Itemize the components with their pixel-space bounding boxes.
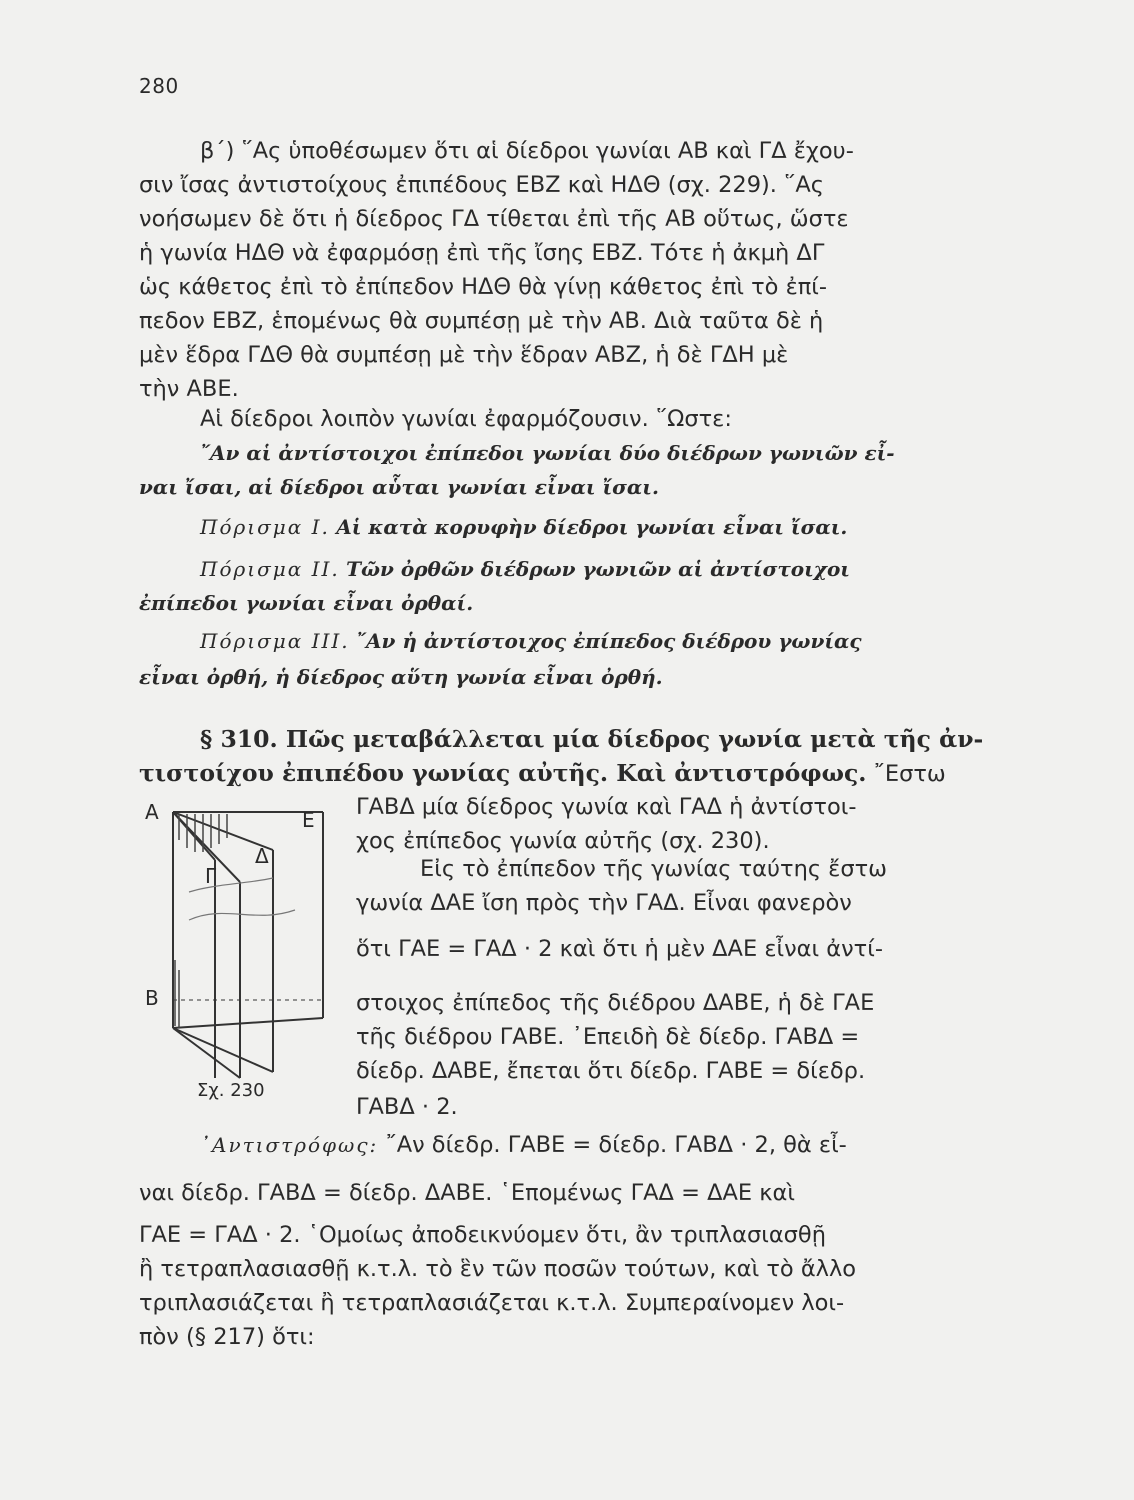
text-line: ὅτι ΓΑΕ = ΓΑΔ · 2 καὶ ὅτι ἡ μὲν ΔΑΕ εἶναι ἀντί- <box>356 936 883 962</box>
label-b: Β <box>145 986 159 1010</box>
text-line: γωνία ΔΑΕ ἴση πρὸς τὴν ΓΑΔ. Εἶναι φανερὸν <box>356 890 852 916</box>
text-line: τῆς διέδρου ΓΑΒΕ. ᾿Επειδὴ δὲ δίεδρ. ΓΑΒΔ = <box>356 1024 860 1050</box>
porisma-label: Πόρισμα ΙΙ. <box>200 557 340 581</box>
porisma-3-cont: εἶναι ὀρθή, ἡ δίεδρος αὕτη γωνία εἶναι ὀρθή. <box>139 665 663 689</box>
label-gamma: Γ <box>205 864 217 888</box>
porisma-1 <box>200 510 847 544</box>
porisma-2 <box>200 552 850 586</box>
text-line: β΄) ῞Ας ὑποθέσωμεν ὅτι αἱ δίεδροι γωνίαι ΑΒ καὶ ΓΔ ἔχου- <box>200 138 854 164</box>
text-line: μὲν ἕδρα ΓΔΘ θὰ συμπέσῃ μὲ τὴν ἕδραν ΑΒΖ, ἡ δὲ ΓΔΗ μὲ <box>139 342 789 368</box>
text-line: ὡς κάθετος ἐπὶ τὸ ἐπίπεδον ΗΔΘ θὰ γίνῃ κάθετος ἐπὶ τὸ ἐπί- <box>139 274 828 300</box>
text-line: νοήσωμεν δὲ ὅτι ἡ δίεδρος ΓΔ τίθεται ἐπὶ τῆς ΑΒ οὕτως, ὥστε <box>139 206 849 232</box>
antistrofos-label: ᾿Αντιστρόφως: <box>200 1133 379 1157</box>
porisma-text: Αἱ κατὰ κορυφὴν δίεδροι γωνίαι εἶναι ἴσαι. <box>336 515 848 539</box>
section-heading-line2 <box>139 756 946 791</box>
theorem-line: ῎Αν αἱ ἀντίστοιχοι ἐπίπεδοι γωνίαι δύο διέδρων γωνιῶν εἶ- <box>200 441 895 465</box>
section-heading: § 310. Πῶς μεταβάλλεται μία δίεδρος γωνία μετὰ τῆς ἀν- <box>200 725 984 753</box>
porisma-text: ῎Αν ἡ ἀντίστοιχος ἐπίπεδος διέδρου γωνίας <box>356 629 862 653</box>
text-line: πεδον ΕΒΖ, ἑπομένως θὰ συμπέσῃ μὲ τὴν ΑΒ. Διὰ ταῦτα δὲ ἡ <box>139 308 824 334</box>
text-line: ΓΑΕ = ΓΑΔ · 2. ῾Ομοίως ἀποδεικνύομεν ὅτι, ἂν τριπλασιασθῇ <box>139 1222 826 1248</box>
text-line: τὴν ΑΒΕ. <box>139 376 239 402</box>
section-heading-cont: τιστοίχου ἐπιπέδου γωνίας αὐτῆς. Καὶ ἀντιστρόφως. <box>139 759 867 787</box>
theorem-line: ναι ἴσαι, αἱ δίεδροι αὗται γωνίαι εἶναι ἴσαι. <box>139 475 659 499</box>
curve-1 <box>189 878 273 892</box>
text-line: ΓΑΒΔ · 2. <box>356 1094 458 1120</box>
label-e: Ε <box>302 808 315 832</box>
text-line: σιν ἴσας ἀντιστοίχους ἐπιπέδους ΕΒΖ καὶ ΗΔΘ (σχ. 229). ῞Ας <box>139 172 824 198</box>
figure-caption: Σχ. 230 <box>197 1080 265 1101</box>
section-heading-tail: ῎Εστω <box>873 761 946 787</box>
text-line: τριπλασιάζεται ἢ τετραπλασιάζεται κ.τ.λ. Συμπεραίνομεν λοι- <box>139 1290 845 1316</box>
text-line: ΓΑΒΔ μία δίεδρος γωνία καὶ ΓΑΔ ἡ ἀντίστοι- <box>356 794 857 820</box>
label-delta: Δ <box>255 844 269 868</box>
porisma-label: Πόρισμα ΙΙΙ. <box>200 629 350 653</box>
text-line: δίεδρ. ΔΑΒΕ, ἔπεται ὅτι δίεδρ. ΓΑΒΕ = δίεδρ. <box>356 1058 866 1084</box>
dihedral-figure-diagram <box>145 800 345 1080</box>
text-line: ἢ τετραπλασιασθῇ κ.τ.λ. τὸ ἓν τῶν ποσῶν τούτων, καὶ τὸ ἄλλο <box>139 1256 857 1282</box>
porisma-label: Πόρισμα Ι. <box>200 515 330 539</box>
figure-230 <box>145 800 345 1115</box>
porisma-text: Τῶν ὀρθῶν διέδρων γωνιῶν αἱ ἀντίστοιχοι <box>346 557 850 581</box>
text-line: πὸν (§ 217) ὅτι: <box>139 1324 315 1350</box>
label-a: Α <box>145 800 159 824</box>
text-line: ἡ γωνία ΗΔΘ νὰ ἐφαρμόσῃ ἐπὶ τῆς ἴσης ΕΒΖ. Τότε ἡ ἀκμὴ ΔΓ <box>139 240 825 266</box>
antistrofos-text: ῎Αν δίεδρ. ΓΑΒΕ = δίεδρ. ΓΑΒΔ · 2, θὰ εἶ- <box>385 1132 847 1158</box>
text-line: χος ἐπίπεδος γωνία αὐτῆς (σχ. 230). <box>356 828 770 854</box>
page-number: 280 <box>139 74 179 98</box>
plane-e-bottom <box>173 1018 323 1028</box>
porisma-3 <box>200 624 862 658</box>
antistrofos-line <box>200 1128 847 1162</box>
porisma-2-cont: ἐπίπεδοι γωνίαι εἶναι ὀρθαί. <box>139 591 474 615</box>
text-line: Εἰς τὸ ἐπίπεδον τῆς γωνίας ταύτης ἔστω <box>420 856 887 882</box>
text-line: ναι δίεδρ. ΓΑΒΔ = δίεδρ. ΔΑΒΕ. ῾Επομένως ΓΑΔ = ΔΑΕ καὶ <box>139 1180 795 1206</box>
curve-2 <box>189 910 295 920</box>
text-line: Αἱ δίεδροι λοιπὸν γωνίαι ἐφαρμόζουσιν. ῞Ωστε: <box>200 406 732 432</box>
text-line: στοιχος ἐπίπεδος τῆς διέδρου ΔΑΒΕ, ἡ δὲ ΓΑΕ <box>356 990 875 1016</box>
